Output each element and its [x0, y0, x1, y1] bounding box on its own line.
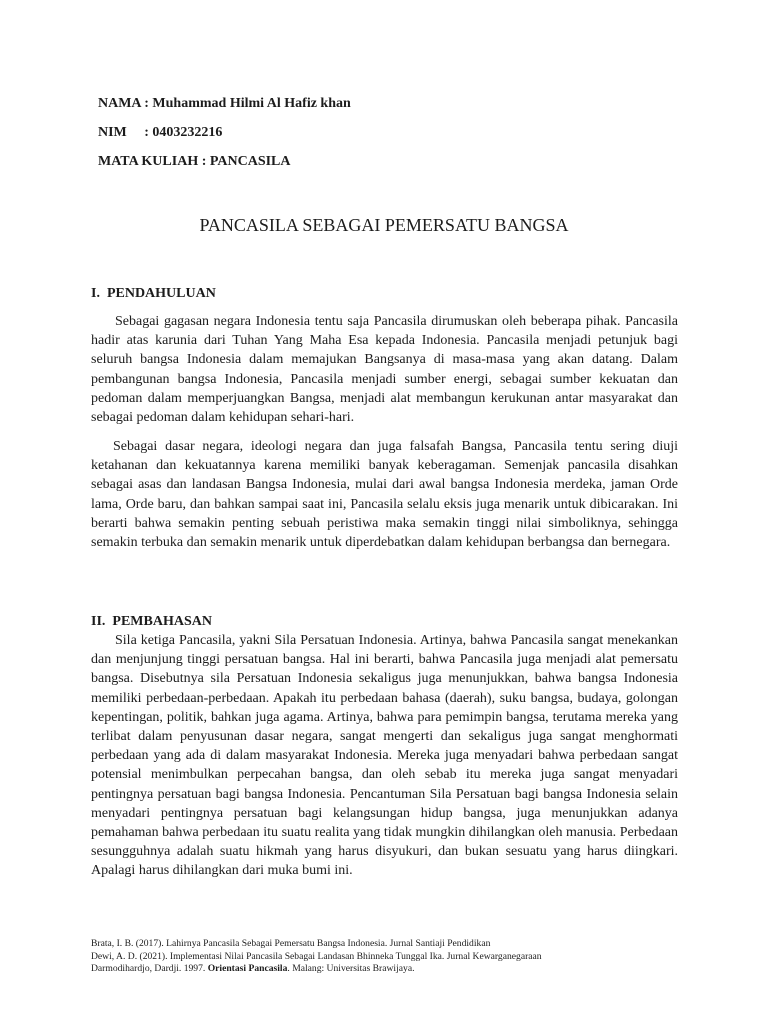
- introduction-paragraph-2: Sebagai dasar negara, ideologi negara dan juga falsafah Bangsa, Pancasila tentu sering diuji ketahanan dan kekuatannya karena memiliki banyak keberagaman. Semenjak pancasila disahkan sebagai asas dan landasan Bangsa Indonesia, mulai dari awal bangsa Indonesia merdeka, jaman Orde lama, Orde baru, dan bahkan sampai saat ini, Pancasila selalu eksis juga menarik untuk dibicarakan. Ini berarti bahwa semakin penting sebuah peristiwa maka semakin tinggi nilai simboliknya, sehingga semakin terbuka dan semakin menarik untuk diperdebatkan dalam kehidupan berbangsa dan bernegara.: [91, 439, 678, 551]
- student-name: NAMA : Muhammad Hilmi Al Hafiz khan: [98, 96, 351, 111]
- reference-title: Orientasi Pancasila: [207, 963, 288, 974]
- reference-author: Darmodihardjo, Dardji. 1997.: [91, 963, 208, 974]
- reference-list: [91, 938, 691, 976]
- section-heading-introduction: I. PENDAHULUAN: [91, 286, 216, 301]
- section-heading-discussion: II. PEMBAHASAN: [91, 614, 212, 629]
- document-title: PANCASILA SEBAGAI PEMERSATU BANGSA: [199, 215, 569, 235]
- discussion-paragraph-1: Sila ketiga Pancasila, yakni Sila Persatuan Indonesia. Artinya, bahwa Pancasila sangat menekankan dan menjunjung tinggi persatuan bangsa. Hal ini berarti, bahwa Pancasila juga menjadi alat pemersatu bangsa. Disebutnya sila Persatuan Indonesia sekaligus juga menunjukkan, bahwa bangsa Indonesia memiliki perbedaan-perbedaan. Apakah itu perbedaan bahasa (daerah), suku bangsa, budaya, golongan kepentingan, politik, bahkan juga agama. Artinya, bahwa para pemimpin bangsa, terutama mereka yang terlibat dalam penyusunan dasar negara, sangat mengerti dan sekaligus juga sangat menghormati perbedaan yang ada di dalam masyarakat Indonesia. Mereka juga menyadari bahwa perbedaan sangat potensial menimbulkan perpecahan bangsa, dan oleh sebab itu mereka juga sangat menyadari pentingnya persatuan bagi bangsa Indonesia. Pencantuman Sila Persatuan bagi bangsa Indonesia selain menyadari pentingnya persatuan bagi kelangsungan hidup bangsa, juga menunjukkan adanya pemahaman bahwa perbedaan itu suatu realita yang tidak mungkin dihilangkan oleh manusia. Perbedaan sesungguhnya adalah suatu hikmah yang harus disyukuri, dan bukan sesuatu yang harus diingkari. Apalagi harus dihilangkan dari muka bumi ini.: [91, 633, 678, 879]
- reference-item: Brata, I. B. (2017). Lahirnya Pancasila Sebagai Pemersatu Bangsa Indonesia. Jurnal Santiaji Pendidikan: [91, 938, 491, 949]
- introduction-paragraph-1: Sebagai gagasan negara Indonesia tentu saja Pancasila dirumuskan oleh beberapa pihak. Pancasila hadir atas karunia dari Tuhan Yang Maha Esa kepada Indonesia. Pancasila menjadi petunjuk bagi seluruh bangsa Indonesia dalam memajukan Bangsanya di masa-masa yang akan datang. Dalam pembangunan bangsa Indonesia, Pancasila menjadi sumber energi, sebagai sumber kekuatan dan pedoman dalam memperjuangkan Bangsa, menjadi alat membangun kerukunan antar masyarakat dan sebagai pedoman dalam kehidupan sehari-hari.: [91, 314, 678, 426]
- reference-publisher: . Malang: Universitas Brawijaya.: [287, 963, 415, 974]
- reference-item: Dewi, A. D. (2021). Implementasi Nilai Pancasila Sebagai Landasan Bhinneka Tunggal Ika. Jurnal Kewarganegaraan: [91, 950, 542, 962]
- reference-item: [91, 963, 691, 976]
- course-name: MATA KULIAH : PANCASILA: [98, 154, 291, 169]
- student-nim: NIM : 0403232216: [98, 125, 223, 140]
